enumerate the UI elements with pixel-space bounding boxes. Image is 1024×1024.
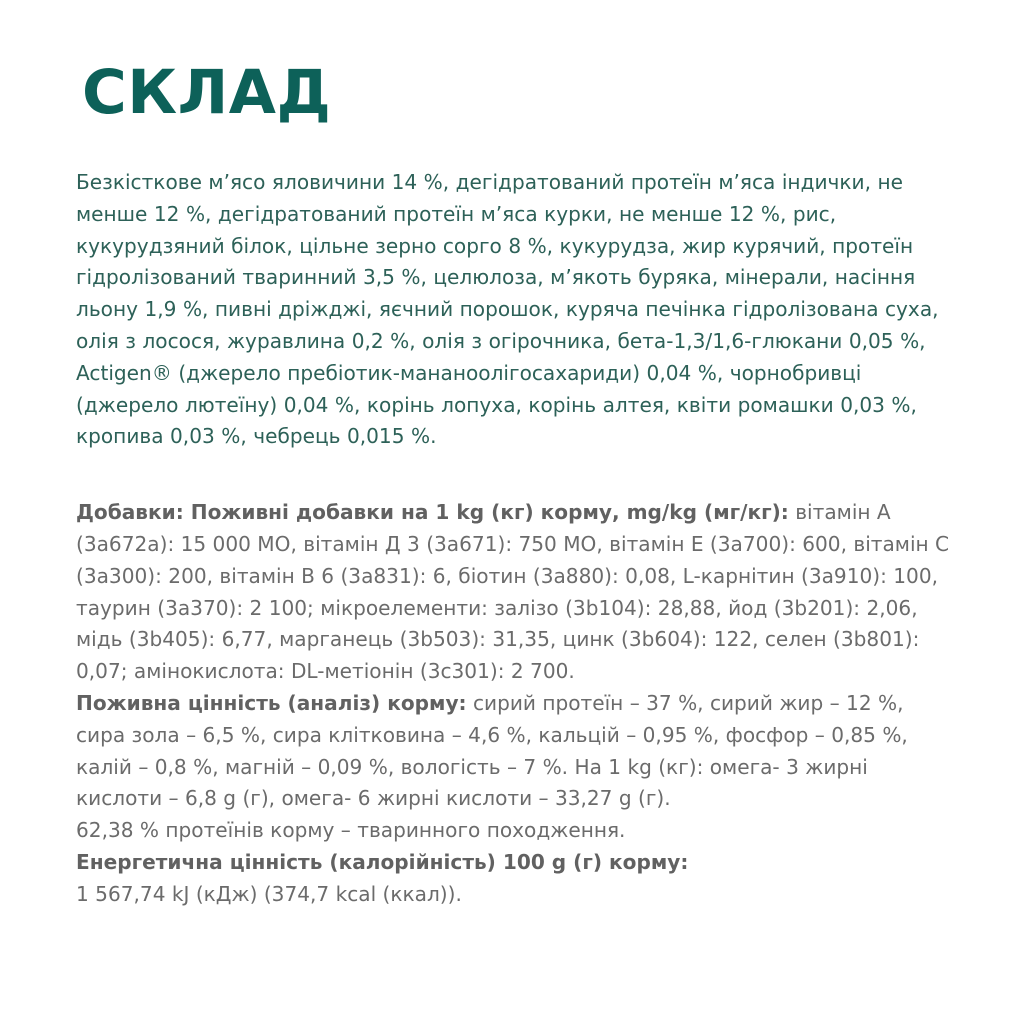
ingredients-paragraph: Безкісткове м’ясо яловичини 14 %, дегідратований протеїн м’яса індички, не менше 12 %, дегідратований протеїн м’яса курки, не менше 12 %, рис, кукурудзяний білок, цільне зерно сорго 8 %, кукурудза, жир курячий, протеїн гідролізований тваринний 3,5 %, целюлоза, м’якоть буряка, мінерали, насіння льону 1,9 %, пивні дріжджі, яєчний порошок, куряча печінка гідролізована суха, олія з лосося, журавлина 0,2 %, олія з огірочника, бета-1,3/1,6-глюкани 0,05 %, Actigen® (джерело пребіотик-мананоолігосахариди) 0,04 %, чорнобривці (джерело лютеїну) 0,04 %, корінь лопуха, корінь алтея, квіти ромашки 0,03 %, кропива 0,03 %, чебрець 0,015 %. [76, 170, 939, 449]
nutrition-paragraph [76, 688, 956, 815]
nutrition-label: Поживна цінність (аналіз) корму: [76, 690, 467, 715]
energy-paragraph [76, 847, 956, 879]
page-title: СКЛАД [82, 57, 332, 128]
analysis-section [76, 497, 956, 910]
additives-label: Добавки: Поживні добавки на 1 kg (кг) корму, mg/kg (мг/кг): [76, 500, 789, 525]
energy-label: Енергетична цінність (калорійність) 100 g (г) корму: [76, 849, 689, 874]
additives-paragraph [76, 497, 956, 688]
section-spacer [76, 453, 954, 497]
protein-origin-paragraph: 62,38 % протеїнів корму – тваринного походження. [76, 818, 626, 843]
additives-values: вітамін А (3а672а): 15 000 МО, вітамін Д 3 (3а671): 750 МО, вітамін Е (3а700): 600, вітамін С (3а300): 200, вітамін В 6 (3а831): 6, біотин (3а880): 0,08, L-карнітин (3а910): 100, таурин (3а370): 2 100; мікроелементи: залізо (3b104): 28,88, йод (3b201): 2,06, мідь (3b405): 6,77, марганець (3b503): 31,35, цинк (3b604): 122, селен (3b801): 0,07; амінокислота: DL-метіонін (3с301): 2 700. [76, 500, 950, 684]
energy-value-paragraph: 1 567,74 kJ (кДж) (374,7 kcal (ккал)). [76, 881, 462, 906]
nutrition-values: сирий протеїн – 37 %, сирий жир – 12 %, сира зола – 6,5 %, сира клітковина – 4,6 %, кальцій – 0,95 %, фосфор – 0,85 %, калій – 0,8 %, магній – 0,09 %, вологість – 7 %. На 1 kg (кг): омега- 3 жирні кислоти – 6,8 g (г), омега- 6 жирні кислоти – 33,27 g (г). [76, 690, 908, 811]
